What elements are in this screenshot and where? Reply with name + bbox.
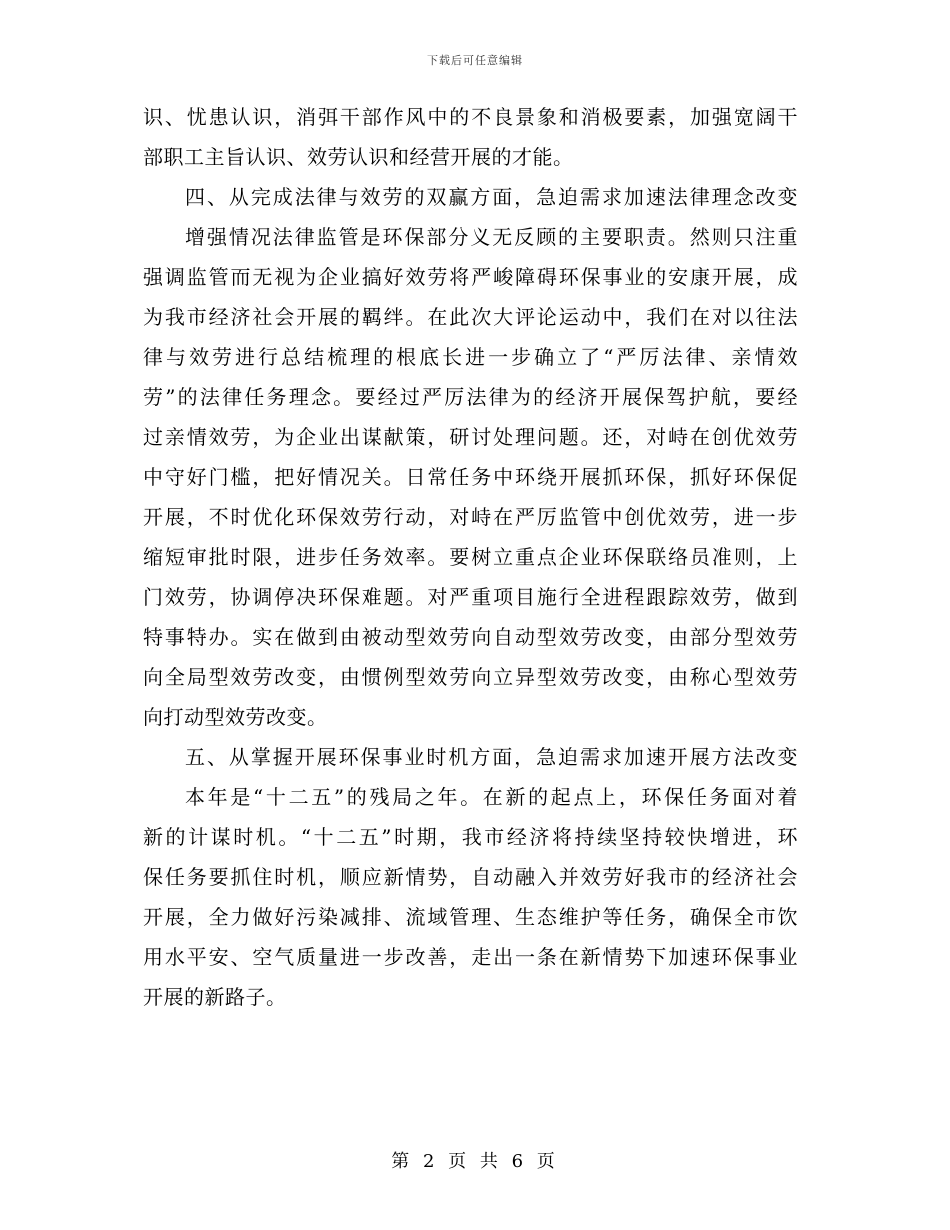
section-heading: 五、从掌握开展环保事业时机方面，急迫需求加速开展方法改变 [185,745,798,769]
body-line: 向全局型效劳改变，由惯例型效劳向立异型效劳改变，由称心型效劳 [143,665,798,689]
body-line: 开展，不时优化环保效劳行动，对峙在严厉监管中创优效劳，进一步 [143,505,798,529]
body-line: 新的计谋时机。“十二五”时期，我市经济将持续坚持较快增进，环 [143,825,798,849]
body-line: 用水平安、空气质量进一步改善，走出一条在新情势下加速环保事业 [143,945,798,969]
body-line: 识、忧患认识，消弭干部作风中的不良景象和消极要素，加强宽阔干 [143,105,798,129]
body-line: 为我市经济社会开展的羁绊。在此次大评论运动中，我们在对以往法 [143,305,798,329]
body-line: 强调监管而无视为企业搞好效劳将严峻障碍环保事业的安康开展，成 [143,265,798,289]
body-line: 部职工主旨认识、效劳认识和经营开展的才能。 [143,145,574,169]
body-line: 开展的新路子。 [143,985,287,1009]
paragraph-first-line: 本年是“十二五”的残局之年。在新的起点上，环保任务面对着 [185,785,798,809]
body-line: 劳”的法律任务理念。要经过严厉法律为的经济开展保驾护航，要经 [143,385,798,409]
body-line: 特事特办。实在做到由被动型效劳向自动型效劳改变，由部分型效劳 [143,625,798,649]
page-header: 下载后可任意编辑 [427,54,523,67]
document-body [143,97,798,1017]
page-number: 第 2 页 共 6 页 [391,1151,559,1172]
body-line: 开展，全力做好污染减排、流域管理、生态维护等任务，确保全市饮 [143,905,798,929]
body-line: 门效劳，协调停决环保难题。对严重项目施行全进程跟踪效劳，做到 [143,585,798,609]
section-heading: 四、从完成法律与效劳的双赢方面，急迫需求加速法律理念改变 [185,185,798,209]
body-line: 律与效劳进行总结梳理的根底长进一步确立了“严厉法律、亲情效 [143,345,798,369]
body-line: 中守好门槛，把好情况关。日常任务中环绕开展抓环保，抓好环保促 [143,465,798,489]
body-line: 过亲情效劳，为企业出谋献策，研讨处理问题。还，对峙在创优效劳 [143,425,798,449]
paragraph-first-line: 增强情况法律监管是环保部分义无反顾的主要职责。然则只注重 [185,225,798,249]
body-line: 向打动型效劳改变。 [143,705,328,729]
body-line: 保任务要抓住时机，顺应新情势，自动融入并效劳好我市的经济社会 [143,865,798,889]
body-line: 缩短审批时限，进步任务效率。要树立重点企业环保联络员准则，上 [143,545,798,569]
